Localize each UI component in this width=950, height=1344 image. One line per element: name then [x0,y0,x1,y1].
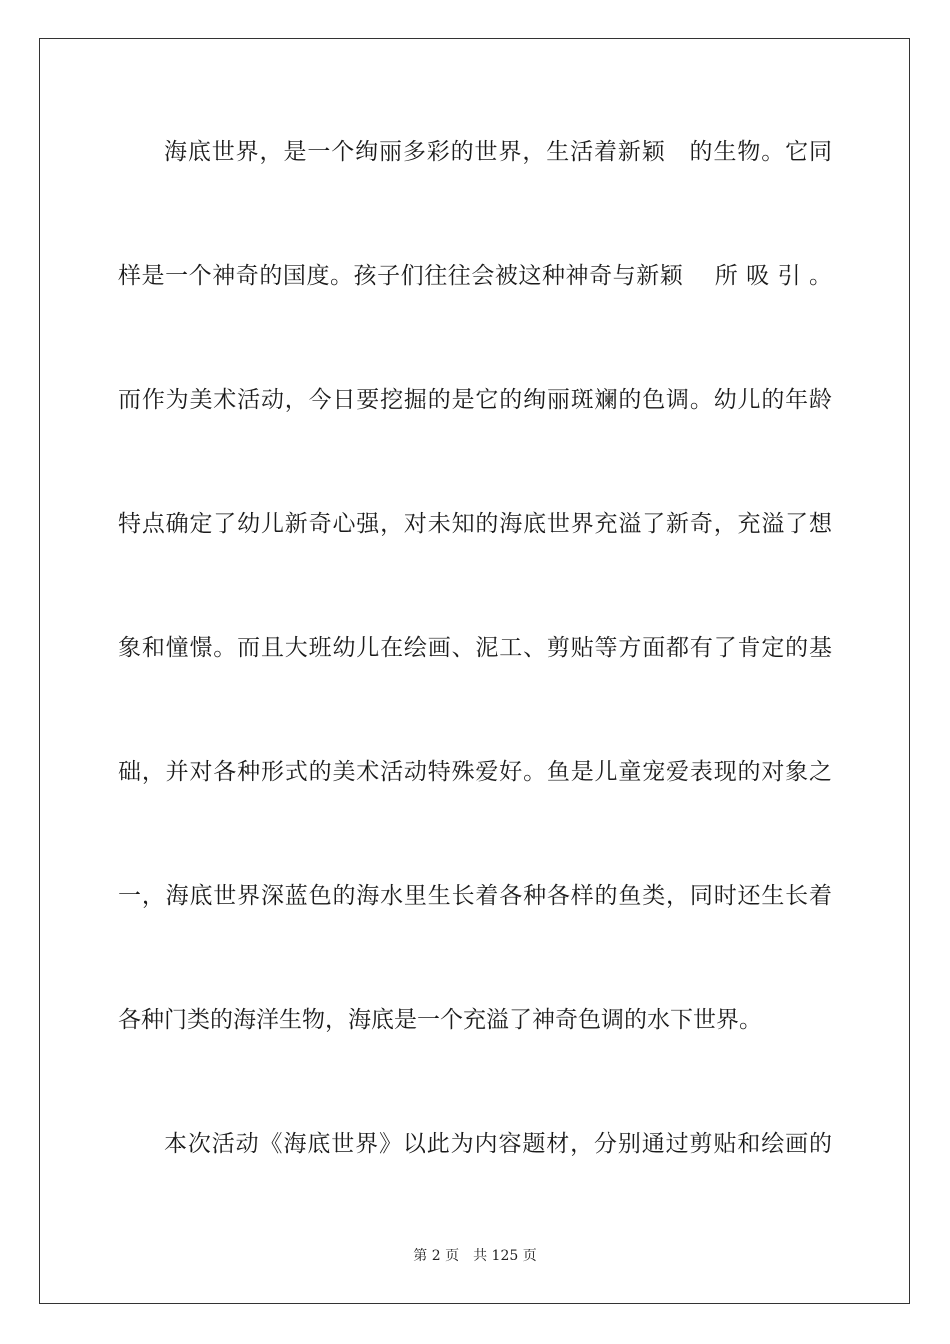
paragraph-1-line-7: 一，海底世界深蓝色的海水里生长着各种各样的鱼类，同时还生长着 [118,883,832,909]
paragraph-1-line-4: 特点确定了幼儿新奇心强，对未知的海底世界充溢了新奇，充溢了想 [118,511,832,537]
paragraph-1-line-1: 海底世界，是一个绚丽多彩的世界，生活着新颖 的生物。它同 [164,139,832,165]
paragraph-1-line-3: 而作为美术活动，今日要挖掘的是它的绚丽斑斓的色调。幼儿的年龄 [118,387,832,413]
paragraph-2-line-1: 本次活动《海底世界》以此为内容题材，分别通过剪贴和绘画的 [164,1131,832,1157]
paragraph-1-line-6: 础，并对各种形式的美术活动特殊爱好。鱼是儿童宠爱表现的对象之 [118,759,832,785]
page-footer [0,1246,950,1266]
page-number-label: 第 2 页 共 125 页 [413,1248,537,1264]
paragraph-1-line-2: 样是一个神奇的国度。孩子们往往会被这种神奇与新颖 所 吸 引 。 [118,263,832,289]
paragraph-1-line-5: 象和憧憬。而且大班幼儿在绘画、泥工、剪贴等方面都有了肯定的基 [118,635,832,661]
paragraph-1-line-8: 各种门类的海洋生物，海底是一个充溢了神奇色调的水下世界。 [118,1007,762,1033]
page-frame [39,38,910,1304]
